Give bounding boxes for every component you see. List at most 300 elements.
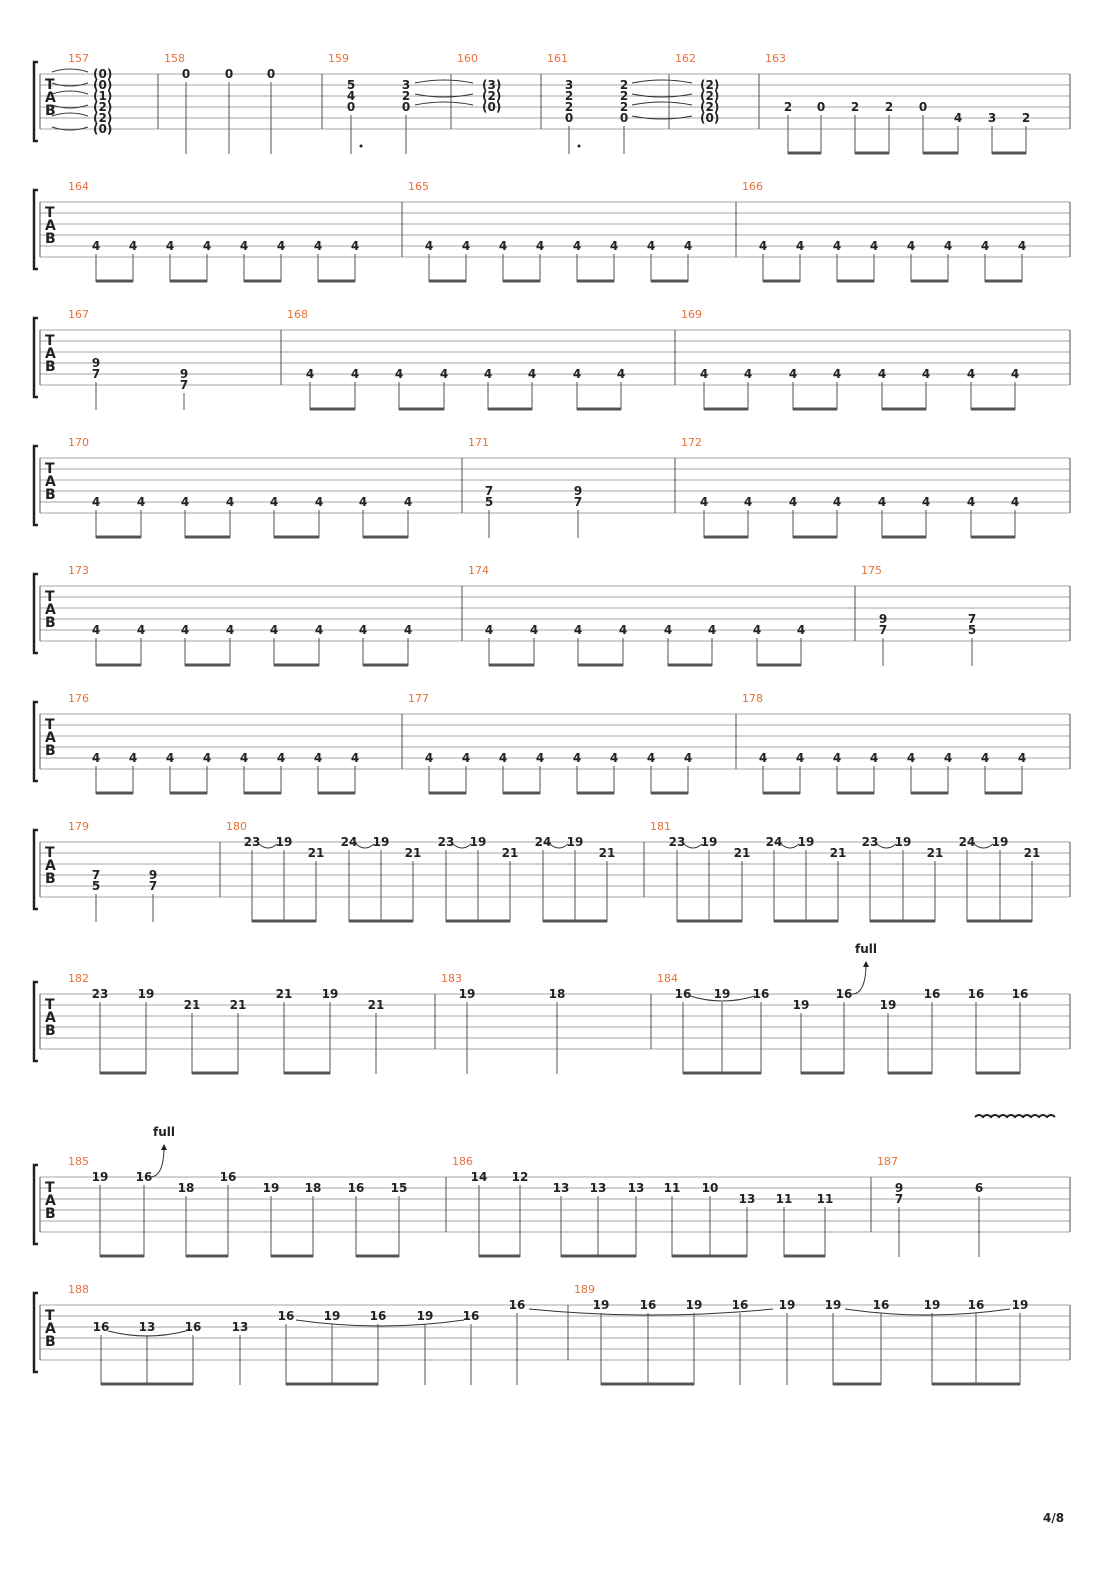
fret-number: 4 bbox=[832, 495, 842, 509]
fret-number: 21 bbox=[404, 846, 422, 860]
fret-number: 2 bbox=[619, 100, 629, 114]
fret-number: 7 bbox=[484, 484, 494, 498]
fret-number: 4 bbox=[980, 239, 990, 253]
fret-number: (2) bbox=[700, 78, 720, 92]
measure-number: 157 bbox=[68, 52, 89, 65]
fret-number: 16 bbox=[369, 1309, 387, 1323]
tab-clef-a: A bbox=[45, 730, 56, 746]
tab-clef-t: T bbox=[45, 589, 55, 605]
page-number: 4/8 bbox=[1043, 1511, 1065, 1525]
fret-number: 4 bbox=[128, 751, 138, 765]
fret-number: 21 bbox=[926, 846, 944, 860]
fret-number: 9 bbox=[894, 1181, 904, 1195]
fret-number: 13 bbox=[552, 1181, 570, 1195]
tab-clef-b: B bbox=[45, 231, 56, 247]
fret-number: 7 bbox=[573, 495, 583, 509]
fret-number: 4 bbox=[136, 623, 146, 637]
fret-number: 23 bbox=[91, 987, 109, 1001]
fret-number: 4 bbox=[832, 751, 842, 765]
measure-number: 179 bbox=[68, 820, 89, 833]
fret-number: 9 bbox=[179, 367, 189, 381]
fret-number: 5 bbox=[346, 78, 356, 92]
fret-number: 4 bbox=[313, 751, 323, 765]
tab-clef-t: T bbox=[45, 205, 55, 221]
fret-number: 4 bbox=[439, 367, 449, 381]
measure-number: 163 bbox=[765, 52, 786, 65]
fret-number: 0 bbox=[619, 111, 629, 125]
tab-clef-b: B bbox=[45, 359, 56, 375]
fret-number: 4 bbox=[403, 495, 413, 509]
fret-number: 21 bbox=[501, 846, 519, 860]
fret-number: 19 bbox=[894, 835, 912, 849]
fret-number: 19 bbox=[262, 1181, 280, 1195]
measure-number: 159 bbox=[328, 52, 349, 65]
fret-number: 21 bbox=[1023, 846, 1041, 860]
tie-arc bbox=[415, 80, 473, 83]
fret-number: (2) bbox=[700, 100, 720, 114]
fret-number: 21 bbox=[829, 846, 847, 860]
fret-number: 13 bbox=[138, 1320, 156, 1334]
measure-number: 175 bbox=[861, 564, 882, 577]
bend-label: full bbox=[855, 942, 877, 956]
fret-number: 4 bbox=[91, 495, 101, 509]
fret-number: 19 bbox=[321, 987, 339, 1001]
fret-number: 7 bbox=[179, 378, 189, 392]
tie-arc bbox=[52, 113, 88, 116]
fret-number: 4 bbox=[314, 495, 324, 509]
fret-number: 6 bbox=[974, 1181, 984, 1195]
fret-number: 10 bbox=[701, 1181, 719, 1195]
fret-number: 19 bbox=[991, 835, 1009, 849]
fret-number: 21 bbox=[307, 846, 325, 860]
fret-number: 19 bbox=[458, 987, 476, 1001]
fret-number: 4 bbox=[906, 239, 916, 253]
tab-system bbox=[34, 436, 1070, 538]
fret-number: 4 bbox=[128, 239, 138, 253]
fret-number: 19 bbox=[91, 1170, 109, 1184]
fret-number: 7 bbox=[91, 367, 101, 381]
fret-number: 4 bbox=[358, 623, 368, 637]
fret-number: 19 bbox=[137, 987, 155, 1001]
fret-number: 7 bbox=[894, 1192, 904, 1206]
fret-number: 16 bbox=[184, 1320, 202, 1334]
tab-clef-a: A bbox=[45, 90, 56, 106]
tab-system bbox=[34, 820, 1070, 922]
fret-number: (0) bbox=[482, 100, 502, 114]
fret-number: 19 bbox=[879, 998, 897, 1012]
fret-number: 23 bbox=[243, 835, 261, 849]
fret-number: 4 bbox=[966, 495, 976, 509]
fret-number: 4 bbox=[646, 751, 656, 765]
staccato-dot bbox=[578, 145, 581, 148]
fret-number: 4 bbox=[202, 239, 212, 253]
fret-number: 4 bbox=[529, 623, 539, 637]
measure-number: 167 bbox=[68, 308, 89, 321]
fret-number: 3 bbox=[401, 78, 411, 92]
slur-arc bbox=[259, 844, 277, 848]
fret-number: 19 bbox=[592, 1298, 610, 1312]
fret-number: 4 bbox=[980, 751, 990, 765]
measure-number: 168 bbox=[287, 308, 308, 321]
fret-number: 4 bbox=[91, 239, 101, 253]
fret-number: 16 bbox=[462, 1309, 480, 1323]
fret-number: 2 bbox=[401, 89, 411, 103]
tab-clef-a: A bbox=[45, 1321, 56, 1337]
fret-number: 21 bbox=[275, 987, 293, 1001]
fret-number: 4 bbox=[350, 239, 360, 253]
bend-label: full bbox=[153, 1125, 175, 1139]
fret-number: 9 bbox=[878, 612, 888, 626]
system-bracket bbox=[34, 446, 38, 525]
fret-number: 14 bbox=[470, 1170, 488, 1184]
fret-number: 3 bbox=[987, 111, 997, 125]
slur-arc bbox=[453, 844, 471, 848]
tab-clef-b: B bbox=[45, 487, 56, 503]
fret-number: 4 bbox=[788, 495, 798, 509]
fret-number: 4 bbox=[618, 623, 628, 637]
tab-system bbox=[34, 692, 1070, 794]
measure-number: 184 bbox=[657, 972, 678, 985]
fret-number: 21 bbox=[733, 846, 751, 860]
fret-number: 4 bbox=[758, 239, 768, 253]
slur-arc bbox=[877, 844, 896, 848]
tab-clef-b: B bbox=[45, 871, 56, 887]
fret-number: 4 bbox=[869, 751, 879, 765]
fret-number: (2) bbox=[700, 89, 720, 103]
measure-number: 189 bbox=[574, 1283, 595, 1296]
fret-number: 19 bbox=[713, 987, 731, 1001]
system-bracket bbox=[34, 1293, 38, 1372]
fret-number: 19 bbox=[469, 835, 487, 849]
fret-number: 4 bbox=[743, 495, 753, 509]
tab-clef-b: B bbox=[45, 1334, 56, 1350]
fret-number: (1) bbox=[93, 89, 113, 103]
fret-number: 19 bbox=[1011, 1298, 1029, 1312]
tab-system bbox=[34, 564, 1070, 666]
fret-number: 19 bbox=[923, 1298, 941, 1312]
fret-number: 15 bbox=[390, 1181, 408, 1195]
fret-number: 16 bbox=[835, 987, 853, 1001]
fret-number: 19 bbox=[685, 1298, 703, 1312]
fret-number: 4 bbox=[1010, 495, 1020, 509]
fret-number: 4 bbox=[498, 751, 508, 765]
tie-arc bbox=[52, 69, 88, 72]
tab-clef-b: B bbox=[45, 1023, 56, 1039]
fret-number: 19 bbox=[778, 1298, 796, 1312]
fret-number: 4 bbox=[943, 751, 953, 765]
fret-number: 4 bbox=[1017, 751, 1027, 765]
fret-number: 0 bbox=[346, 100, 356, 114]
fret-number: 4 bbox=[699, 367, 709, 381]
slur-arc bbox=[781, 844, 799, 848]
fret-number: 4 bbox=[743, 367, 753, 381]
fret-number: 18 bbox=[304, 1181, 322, 1195]
measure-number: 187 bbox=[877, 1155, 898, 1168]
fret-number: 4 bbox=[180, 495, 190, 509]
tab-system bbox=[34, 180, 1070, 282]
tie-arc bbox=[632, 80, 692, 83]
fret-number: 21 bbox=[598, 846, 616, 860]
fret-number: 4 bbox=[795, 239, 805, 253]
fret-number: 19 bbox=[275, 835, 293, 849]
fret-number: 16 bbox=[872, 1298, 890, 1312]
fret-number: 4 bbox=[305, 367, 315, 381]
fret-number: (0) bbox=[93, 67, 113, 81]
measure-number: 180 bbox=[226, 820, 247, 833]
system-bracket bbox=[34, 830, 38, 909]
fret-number: 13 bbox=[231, 1320, 249, 1334]
tab-clef-t: T bbox=[45, 1180, 55, 1196]
measure-number: 182 bbox=[68, 972, 89, 985]
fret-number: 13 bbox=[738, 1192, 756, 1206]
fret-number: 4 bbox=[461, 751, 471, 765]
measure-number: 174 bbox=[468, 564, 489, 577]
fret-number: 16 bbox=[923, 987, 941, 1001]
fret-number: 16 bbox=[92, 1320, 110, 1334]
fret-number: 4 bbox=[609, 239, 619, 253]
fret-number: 4 bbox=[180, 623, 190, 637]
fret-number: 2 bbox=[619, 89, 629, 103]
measure-number: 172 bbox=[681, 436, 702, 449]
fret-number: 4 bbox=[796, 623, 806, 637]
fret-number: 4 bbox=[269, 623, 279, 637]
fret-number: 2 bbox=[1021, 111, 1031, 125]
fret-number: 4 bbox=[683, 239, 693, 253]
fret-number: 4 bbox=[1010, 367, 1020, 381]
fret-number: 4 bbox=[484, 623, 494, 637]
fret-number: 4 bbox=[572, 751, 582, 765]
system-bracket bbox=[34, 982, 38, 1061]
slur-arc bbox=[356, 844, 374, 848]
tab-clef-a: A bbox=[45, 858, 56, 874]
tab-clef-a: A bbox=[45, 346, 56, 362]
measure-number: 177 bbox=[408, 692, 429, 705]
staccato-dot bbox=[360, 145, 363, 148]
fret-number: 4 bbox=[707, 623, 717, 637]
fret-number: 11 bbox=[816, 1192, 834, 1206]
measure-number: 176 bbox=[68, 692, 89, 705]
fret-number: 24 bbox=[340, 835, 358, 849]
measure-number: 158 bbox=[164, 52, 185, 65]
fret-number: 16 bbox=[967, 1298, 985, 1312]
fret-number: 21 bbox=[229, 998, 247, 1012]
fret-number: 4 bbox=[1017, 239, 1027, 253]
fret-number: 21 bbox=[367, 998, 385, 1012]
fret-number: 0 bbox=[564, 111, 574, 125]
fret-number: 4 bbox=[572, 367, 582, 381]
fret-number: 19 bbox=[416, 1309, 434, 1323]
fret-number: 16 bbox=[277, 1309, 295, 1323]
tab-clef-t: T bbox=[45, 1308, 55, 1324]
measure-number: 188 bbox=[68, 1283, 89, 1296]
fret-number: 9 bbox=[573, 484, 583, 498]
measure-number: 164 bbox=[68, 180, 89, 193]
fret-number: 23 bbox=[861, 835, 879, 849]
fret-number: 24 bbox=[958, 835, 976, 849]
fret-number: 0 bbox=[918, 100, 928, 114]
fret-number: 4 bbox=[225, 623, 235, 637]
fret-number: 4 bbox=[683, 751, 693, 765]
fret-number: 4 bbox=[535, 239, 545, 253]
tab-system bbox=[34, 1283, 1070, 1385]
fret-number: 2 bbox=[564, 100, 574, 114]
fret-number: 7 bbox=[148, 879, 158, 893]
slur-arc bbox=[684, 844, 702, 848]
fret-number: 4 bbox=[276, 751, 286, 765]
measure-number: 186 bbox=[452, 1155, 473, 1168]
fret-number: 4 bbox=[877, 495, 887, 509]
system-bracket bbox=[34, 1165, 38, 1244]
fret-number: 7 bbox=[878, 623, 888, 637]
fret-number: 4 bbox=[752, 623, 762, 637]
tab-clef-a: A bbox=[45, 1193, 56, 1209]
fret-number: (0) bbox=[93, 122, 113, 136]
fret-number: 4 bbox=[269, 495, 279, 509]
fret-number: 4 bbox=[795, 751, 805, 765]
fret-number: 4 bbox=[953, 111, 963, 125]
tab-clef-t: T bbox=[45, 461, 55, 477]
system-bracket bbox=[34, 574, 38, 653]
tie-arc bbox=[52, 91, 88, 94]
tab-clef-t: T bbox=[45, 997, 55, 1013]
fret-number: 4 bbox=[91, 751, 101, 765]
fret-number: 3 bbox=[564, 78, 574, 92]
tab-clef-b: B bbox=[45, 103, 56, 119]
measure-number: 181 bbox=[650, 820, 671, 833]
fret-number: 9 bbox=[91, 356, 101, 370]
fret-number: 4 bbox=[869, 239, 879, 253]
fret-number: (3) bbox=[482, 78, 502, 92]
fret-number: 4 bbox=[573, 623, 583, 637]
tab-clef-a: A bbox=[45, 602, 56, 618]
fret-number: 4 bbox=[527, 367, 537, 381]
fret-number: 2 bbox=[850, 100, 860, 114]
fret-number: 4 bbox=[314, 623, 324, 637]
fret-number: 4 bbox=[535, 751, 545, 765]
tab-clef-t: T bbox=[45, 77, 55, 93]
tab-clef-t: T bbox=[45, 845, 55, 861]
fret-number: 16 bbox=[135, 1170, 153, 1184]
fret-number: 4 bbox=[616, 367, 626, 381]
measure-number: 160 bbox=[457, 52, 478, 65]
fret-number: 11 bbox=[663, 1181, 681, 1195]
measure-number: 183 bbox=[441, 972, 462, 985]
fret-number: 24 bbox=[765, 835, 783, 849]
slur-arc bbox=[550, 844, 568, 848]
tab-clef-a: A bbox=[45, 474, 56, 490]
tab-clef-a: A bbox=[45, 218, 56, 234]
fret-number: 4 bbox=[966, 367, 976, 381]
fret-number: 18 bbox=[177, 1181, 195, 1195]
fret-number: 0 bbox=[266, 67, 276, 81]
fret-number: 4 bbox=[663, 623, 673, 637]
fret-number: 0 bbox=[401, 100, 411, 114]
fret-number: 4 bbox=[202, 751, 212, 765]
bend-curve bbox=[852, 963, 866, 994]
fret-number: 4 bbox=[498, 239, 508, 253]
system-bracket bbox=[34, 62, 38, 141]
vibrato-icon bbox=[975, 1115, 1055, 1117]
fret-number: (2) bbox=[93, 100, 113, 114]
fret-number: 4 bbox=[921, 495, 931, 509]
fret-number: 4 bbox=[394, 367, 404, 381]
fret-number: 16 bbox=[731, 1298, 749, 1312]
fret-number: 4 bbox=[346, 89, 356, 103]
fret-number: 4 bbox=[788, 367, 798, 381]
system-bracket bbox=[34, 318, 38, 397]
fret-number: 2 bbox=[619, 78, 629, 92]
fret-number: 4 bbox=[136, 495, 146, 509]
fret-number: 13 bbox=[589, 1181, 607, 1195]
tie-arc bbox=[632, 102, 692, 105]
fret-number: (0) bbox=[93, 78, 113, 92]
fret-number: 5 bbox=[484, 495, 494, 509]
fret-number: 12 bbox=[511, 1170, 529, 1184]
system-bracket bbox=[34, 702, 38, 781]
fret-number: 4 bbox=[906, 751, 916, 765]
systems-layer bbox=[34, 52, 1070, 1385]
measure-number: 178 bbox=[742, 692, 763, 705]
fret-number: 16 bbox=[752, 987, 770, 1001]
measure-number: 169 bbox=[681, 308, 702, 321]
fret-number: 0 bbox=[224, 67, 234, 81]
fret-number: 16 bbox=[967, 987, 985, 1001]
tab-system bbox=[34, 972, 1070, 1074]
tab-clef-t: T bbox=[45, 333, 55, 349]
tab-clef-a: A bbox=[45, 1010, 56, 1026]
fret-number: 4 bbox=[424, 751, 434, 765]
measure-number: 165 bbox=[408, 180, 429, 193]
measure-number: 161 bbox=[547, 52, 568, 65]
fret-number: 16 bbox=[508, 1298, 526, 1312]
fret-number: 19 bbox=[372, 835, 390, 849]
fret-number: 4 bbox=[350, 751, 360, 765]
tab-system bbox=[34, 1155, 1070, 1257]
fret-number: 16 bbox=[639, 1298, 657, 1312]
measure-number: 173 bbox=[68, 564, 89, 577]
tie-arc bbox=[415, 102, 473, 105]
fret-number: 4 bbox=[699, 495, 709, 509]
fret-number: 4 bbox=[225, 495, 235, 509]
fret-number: 19 bbox=[797, 835, 815, 849]
fret-number: 5 bbox=[967, 623, 977, 637]
fret-number: 4 bbox=[239, 239, 249, 253]
measure-number: 162 bbox=[675, 52, 696, 65]
tab-system bbox=[34, 52, 1070, 154]
fret-number: 4 bbox=[424, 239, 434, 253]
fret-number: 11 bbox=[775, 1192, 793, 1206]
fret-number: 4 bbox=[877, 367, 887, 381]
fret-number: 2 bbox=[884, 100, 894, 114]
measure-number: 185 bbox=[68, 1155, 89, 1168]
fret-number: 19 bbox=[824, 1298, 842, 1312]
tab-clef-b: B bbox=[45, 1206, 56, 1222]
fret-number: 4 bbox=[276, 239, 286, 253]
fret-number: 4 bbox=[461, 239, 471, 253]
measure-number: 166 bbox=[742, 180, 763, 193]
fret-number: 4 bbox=[483, 367, 493, 381]
fret-number: 24 bbox=[534, 835, 552, 849]
fret-number: 4 bbox=[91, 623, 101, 637]
fret-number: 4 bbox=[609, 751, 619, 765]
fret-number: 21 bbox=[183, 998, 201, 1012]
fret-number: 16 bbox=[219, 1170, 237, 1184]
fret-number: 4 bbox=[358, 495, 368, 509]
fret-number: 2 bbox=[783, 100, 793, 114]
fret-number: 19 bbox=[792, 998, 810, 1012]
fret-number: 9 bbox=[148, 868, 158, 882]
fret-number: 4 bbox=[350, 367, 360, 381]
